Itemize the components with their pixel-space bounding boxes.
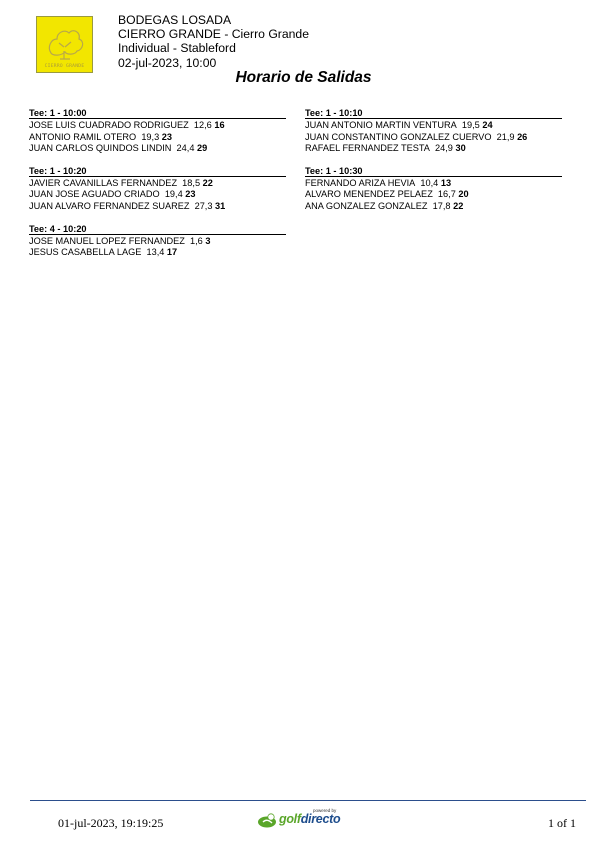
player-row: [29, 236, 286, 248]
player-row: [305, 120, 562, 132]
player-handicap: 18,5: [182, 177, 201, 188]
player-row: [305, 132, 562, 144]
club-logo: [36, 16, 93, 73]
player-points: 30: [455, 143, 466, 154]
player-points: 13: [440, 177, 452, 188]
tee-group-title: Tee: 4 - 10:20: [29, 224, 286, 235]
player-name: RAFAEL FERNANDEZ TESTA: [305, 143, 430, 154]
player-points: 29: [197, 143, 208, 154]
player-name: JUAN CARLOS QUINDOS LINDIN: [29, 143, 172, 154]
player-name: JOSE LUIS CUADRADO RODRIGUEZ: [29, 120, 189, 130]
player-row: [29, 189, 286, 201]
player-handicap: 19,4: [164, 189, 183, 200]
player-name: JAVIER CAVANILLAS FERNANDEZ: [29, 177, 178, 188]
player-handicap: 12,6: [193, 120, 212, 130]
player-points: 31: [215, 200, 226, 211]
player-row: [305, 201, 562, 213]
player-name: JUAN JOSE AGUADO CRIADO: [29, 189, 160, 200]
page-title: Horario de Salidas: [235, 69, 372, 86]
player-name: FERNANDO ARIZA HEVIA: [305, 177, 416, 188]
player-handicap: 27,3: [194, 200, 213, 211]
tee-group-title: Tee: 1 - 10:20: [29, 166, 286, 177]
footer-print-date: 01-jul-2023, 19:19:25: [58, 816, 164, 830]
golfdirecto-logo: [257, 808, 341, 830]
tee-group: [305, 166, 562, 213]
header-format: Individual - Stableford: [118, 41, 236, 56]
player-name: JUAN ALVARO FERNANDEZ SUAREZ: [29, 200, 190, 211]
powered-by-text: powered by: [313, 808, 337, 813]
player-name: ANA GONZALEZ GONZALEZ: [305, 200, 428, 211]
player-row: [305, 143, 562, 155]
player-points: 3: [205, 235, 211, 246]
player-name: JOSE MANUEL LOPEZ FERNANDEZ: [29, 235, 185, 246]
column-left: [29, 108, 286, 270]
player-handicap: 16,7: [437, 189, 456, 200]
player-handicap: 13,4: [146, 247, 165, 258]
event-header: [118, 13, 309, 70]
player-name: ANTONIO RAMIL OTERO: [29, 131, 137, 142]
player-row: [29, 143, 286, 155]
player-points: 23: [185, 189, 196, 200]
logo-text: CIERRO GRANDE: [44, 64, 85, 69]
player-row: [29, 247, 286, 259]
player-handicap: 1,6: [189, 235, 203, 246]
header-organizer: BODEGAS LOSADA: [118, 13, 232, 27]
player-handicap: 24,9: [435, 143, 453, 154]
tee-group-title: Tee: 1 - 10:30: [305, 166, 562, 177]
player-row: [29, 120, 286, 132]
player-handicap: 10,4: [420, 177, 439, 188]
tee-group: [29, 166, 286, 213]
player-row: [305, 189, 562, 201]
player-handicap: 19,5: [461, 120, 480, 130]
tee-group: [305, 108, 562, 155]
player-row: [305, 178, 562, 190]
header-date: 02-jul-2023, 10:00: [118, 55, 217, 70]
player-row: [29, 201, 286, 213]
player-points: 16: [214, 120, 225, 130]
player-handicap: 24,4: [176, 143, 195, 154]
player-row: [29, 132, 286, 144]
player-name: JUAN CONSTANTINO GONZALEZ CUERVO: [305, 131, 492, 142]
column-right: [305, 108, 562, 224]
page-number: 1 of 1: [548, 816, 576, 830]
brand-name: golfdirecto: [279, 812, 341, 826]
tee-group-title: Tee: 1 - 10:10: [305, 108, 562, 119]
golf-swoosh-icon: [257, 811, 279, 829]
player-handicap: 17,8: [432, 200, 451, 211]
player-points: 23: [161, 131, 172, 142]
player-name: ALVARO MENENDEZ PELAEZ: [305, 189, 433, 200]
tee-group: [29, 224, 286, 259]
player-handicap: 21,9: [496, 131, 515, 142]
footer-divider: [30, 800, 586, 801]
player-row: [29, 178, 286, 190]
player-points: 26: [517, 131, 528, 142]
player-points: 22: [202, 177, 213, 188]
tee-group-title: Tee: 1 - 10:00: [29, 108, 286, 119]
header-course: CIERRO GRANDE - Cierro Grande: [118, 27, 309, 42]
player-points: 17: [166, 247, 178, 258]
player-handicap: 19,3: [141, 131, 160, 142]
player-points: 24: [482, 120, 493, 130]
tree-logo-icon: [37, 17, 92, 72]
player-points: 22: [453, 200, 464, 211]
player-points: 20: [458, 189, 469, 200]
player-name: JESUS CASABELLA LAGE: [29, 247, 142, 258]
player-name: JUAN ANTONIO MARTIN VENTURA: [305, 120, 457, 130]
tee-group: [29, 108, 286, 155]
